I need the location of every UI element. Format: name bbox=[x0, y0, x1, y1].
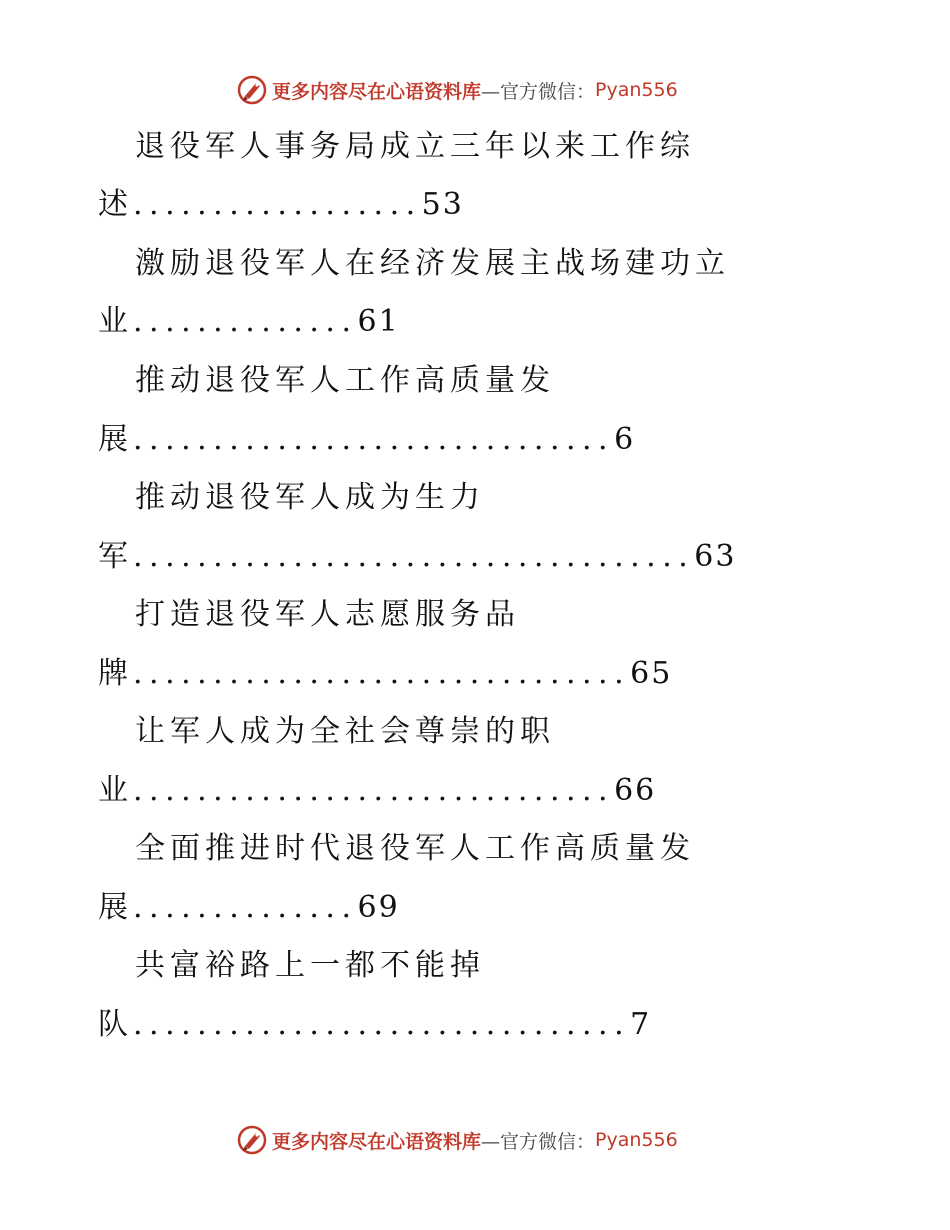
pen-logo-icon bbox=[236, 1124, 268, 1156]
toc-entry-continuation bbox=[98, 185, 464, 225]
toc-entry-title: 推动退役军人工作高质量发 bbox=[135, 363, 555, 398]
toc-entry-continuation bbox=[98, 420, 635, 460]
toc-entry-continuation bbox=[98, 1005, 651, 1045]
toc-entry-continuation bbox=[98, 888, 400, 928]
toc-leader-dots: ............................... bbox=[133, 656, 631, 691]
watermark-text: 更多内容尽在心语资料库 bbox=[272, 80, 482, 103]
watermark-separator: —官方微信： bbox=[481, 1130, 596, 1153]
toc-entry-tail: 述 bbox=[98, 187, 133, 222]
toc-page-number: 63 bbox=[694, 539, 737, 574]
toc-leader-dots: .............. bbox=[133, 890, 358, 925]
toc-entry-tail: 军 bbox=[98, 539, 133, 574]
watermark-separator: —官方微信： bbox=[481, 80, 596, 103]
toc-entry-continuation bbox=[98, 302, 400, 342]
toc-page-number: 53 bbox=[421, 187, 464, 222]
toc-entry-title: 让军人成为全社会尊崇的职 bbox=[135, 714, 555, 749]
toc-entry-tail: 队 bbox=[98, 1007, 133, 1042]
toc-entry-continuation bbox=[98, 537, 736, 577]
toc-page-number: 69 bbox=[357, 890, 400, 925]
toc-entry-title: 推动退役军人成为生力 bbox=[135, 480, 485, 515]
watermark-wechat-id: Pyan556 bbox=[595, 1129, 678, 1151]
toc-entry-tail: 业 bbox=[98, 773, 133, 808]
toc-entry-tail: 业 bbox=[98, 304, 133, 339]
footer-watermark bbox=[236, 1123, 678, 1157]
toc-entry-tail: 牌 bbox=[98, 656, 133, 691]
toc-page-number: 6 bbox=[614, 422, 636, 457]
toc-page-number: 7 bbox=[630, 1007, 652, 1042]
header-watermark bbox=[236, 73, 678, 107]
toc-entry-continuation bbox=[98, 771, 656, 811]
toc-page-number: 66 bbox=[614, 773, 657, 808]
toc-leader-dots: ............................... bbox=[133, 1007, 631, 1042]
toc-leader-dots: .............................. bbox=[133, 422, 615, 457]
toc-leader-dots: .................. bbox=[133, 187, 422, 222]
toc-leader-dots: .............................. bbox=[133, 773, 615, 808]
toc-leader-dots: ................................... bbox=[133, 539, 695, 574]
toc-entry-tail: 展 bbox=[98, 422, 133, 457]
toc-entry-title: 打造退役军人志愿服务品 bbox=[135, 597, 520, 632]
pen-logo-icon bbox=[236, 74, 268, 106]
toc-entry-title: 激励退役军人在经济发展主战场建功立 bbox=[135, 246, 730, 281]
watermark-text: 更多内容尽在心语资料库 bbox=[272, 1130, 482, 1153]
toc-entry-continuation bbox=[98, 654, 672, 694]
toc-entry-title: 共富裕路上一都不能掉 bbox=[135, 948, 485, 983]
watermark-wechat-id: Pyan556 bbox=[595, 79, 678, 101]
toc-page-number: 65 bbox=[630, 656, 673, 691]
toc-page-number: 61 bbox=[357, 304, 400, 339]
toc-entry-title: 全面推进时代退役军人工作高质量发 bbox=[135, 831, 695, 866]
toc-entry-title: 退役军人事务局成立三年以来工作综 bbox=[135, 129, 695, 164]
toc-entry-tail: 展 bbox=[98, 890, 133, 925]
toc-leader-dots: .............. bbox=[133, 304, 358, 339]
